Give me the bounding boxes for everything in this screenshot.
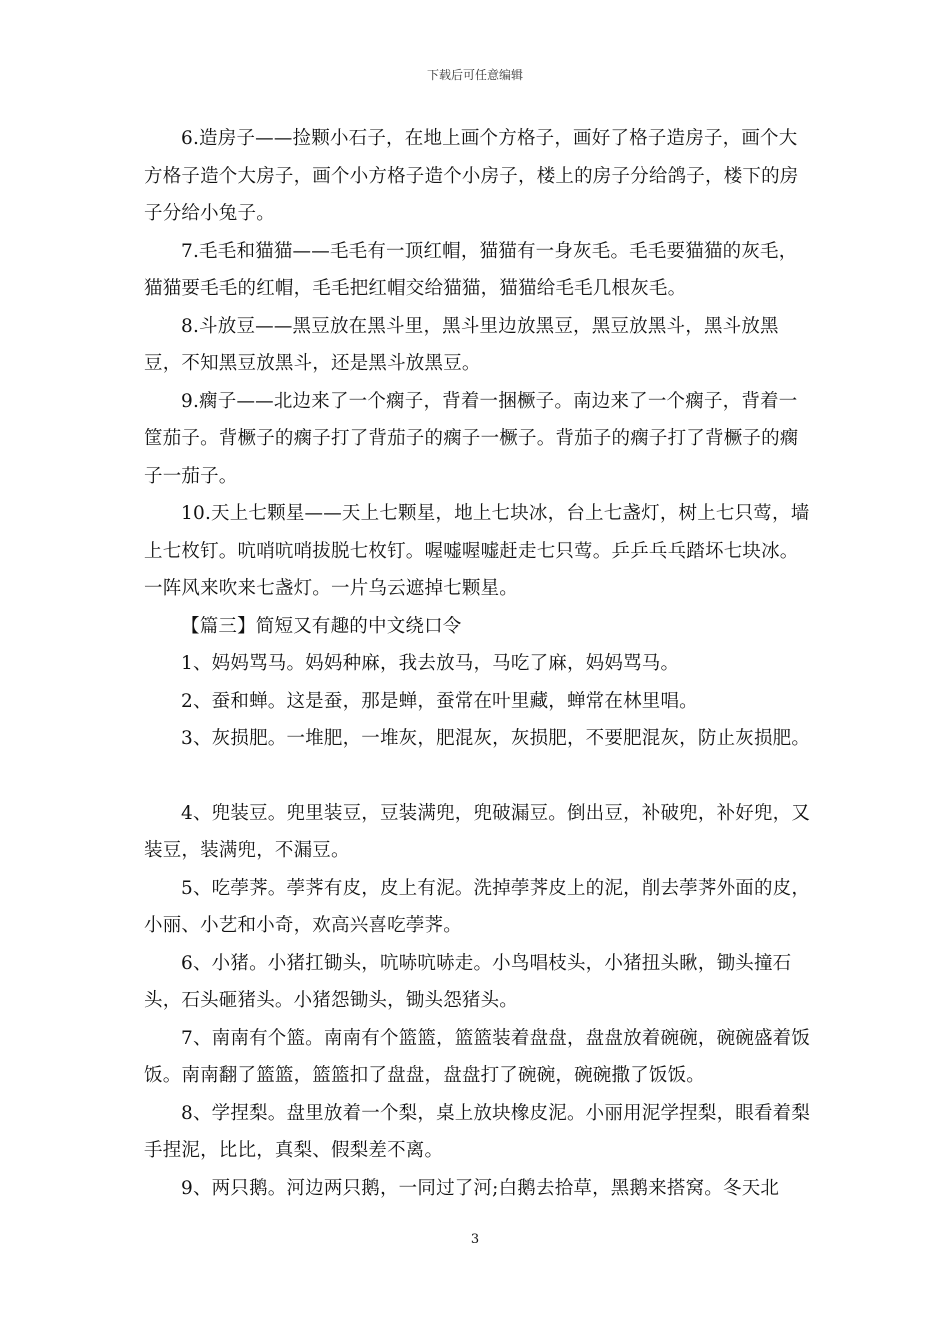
page-number: 3 (470, 1232, 480, 1247)
section-heading: 【篇三】简短又有趣的中文绕口令 (181, 615, 462, 637)
blank-line (144, 758, 816, 795)
list-item: 3、灰损肥。一堆肥，一堆灰，肥混灰，灰损肥，不要肥混灰，防止灰损肥。 (181, 728, 811, 749)
document-body (144, 120, 816, 1207)
list-item: 2、蚕和蝉。这是蚕，那是蝉，蚕常在叶里藏，蝉常在林里唱。 (181, 690, 698, 712)
list-item: 9、两只鹅。河边两只鹅，一同过了河;白鹅去拾草，黑鹅来搭窝。冬天北 (181, 1177, 780, 1199)
list-item: 8、学捏梨。盘里放着一个梨，桌上放块橡皮泥。小丽用泥学捏梨，眼看着梨手捏泥，比比，真梨、假梨差不离。 (144, 1102, 811, 1161)
paragraph-tongue-twister-6: 6.造房子——捡颗小石子，在地上画个方格子，画好了格子造房子，画个大方格子造个大房子，画个小方格子造个小房子，楼上的房子分给鸽子，楼下的房子分给小兔子。 (144, 128, 799, 224)
paragraph-tongue-twister-7: 7.毛毛和猫猫——毛毛有一顶红帽，猫猫有一身灰毛。毛毛要猫猫的灰毛，猫猫要毛毛的红帽，毛毛把红帽交给猫猫，猫猫给毛毛几根灰毛。 (144, 240, 798, 299)
list-item: 6、小猪。小猪扛锄头，吭哧吭哧走。小鸟唱枝头，小猪扭头瞅，锄头撞石头，石头砸猪头。小猪怨锄头，锄头怨猪头。 (144, 952, 792, 1011)
list-item: 4、兜装豆。兜里装豆，豆装满兜，兜破漏豆。倒出豆，补破兜，补好兜，又装豆，装满兜，不漏豆。 (144, 802, 811, 861)
paragraph-tongue-twister-9: 9.瘸子——北边来了一个瘸子，背着一捆橛子。南边来了一个瘸子，背着一筐茄子。背橛子的瘸子打了背茄子的瘸子一橛子。背茄子的瘸子打了背橛子的瘸子一茄子。 (144, 390, 799, 487)
paragraph-tongue-twister-8: 8.斗放豆——黑豆放在黑斗里，黑斗里边放黑豆，黑豆放黑斗，黑斗放黑豆，不知黑豆放黑斗，还是黑斗放黑豆。 (144, 315, 779, 374)
paragraph-tongue-twister-10: 10.天上七颗星——天上七颗星，地上七块冰，台上七盏灯，树上七只莺，墙上七枚钉。吭哨吭哨拔脱七枚钉。喔嘘喔嘘赶走七只莺。乒乒乓乓踏坏七块冰。一阵风来吹来七盏灯。一片乌云遮掉七颗星。 (144, 503, 810, 599)
list-item: 7、南南有个篮。南南有个篮篮，篮篮装着盘盘，盘盘放着碗碗，碗碗盛着饭饭。南南翻了篮篮，篮篮扣了盘盘，盘盘打了碗碗，碗碗撒了饭饭。 (144, 1027, 811, 1086)
list-item: 5、吃荸荠。荸荠有皮，皮上有泥。洗掉荸荠皮上的泥，削去荸荠外面的皮，小丽、小艺和小奇，欢高兴喜吃荸荠。 (144, 877, 811, 936)
list-item: 1、妈妈骂马。妈妈种麻，我去放马，马吃了麻，妈妈骂马。 (181, 653, 680, 674)
page-header: 下载后可任意编辑 (426, 68, 523, 82)
